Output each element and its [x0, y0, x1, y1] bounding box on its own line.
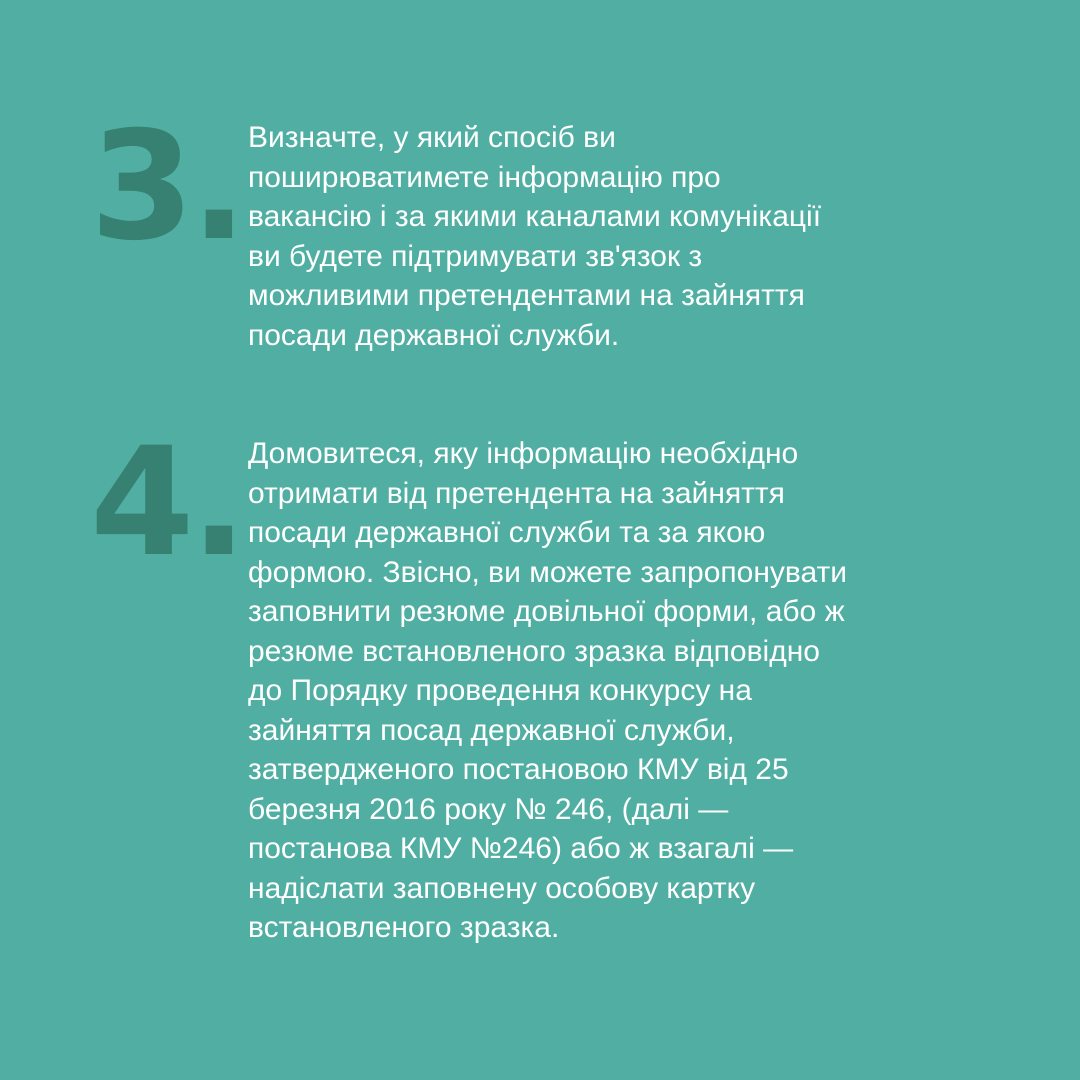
step-4-number: 4.: [90, 416, 244, 590]
step-4-text: Домовитеся, яку інформацію необхідно отримати від претендента на зайняття посади державної служби та за якою формою. Звісно, ви можете запропонувати заповнити резюме довільної форми, або ж резюме встановленого зразка відповідно до Порядку проведення конкурсу на зайняття посад державної служби, затвердженого постановою КМУ від 25 березня 2016 року № 246, (далі — постанова КМУ №246) або ж взагалі — надіслати заповнену особову картку встановленого зразка.: [248, 437, 848, 944]
step-3-text: Визначте, у який спосіб ви поширюватимете інформацію про вакансію і за якими каналами комунікації ви будете підтримувати зв'язок з можливими претендентами на зайняття посади державної служби.: [248, 121, 822, 352]
step-3-number: 3.: [90, 100, 244, 274]
